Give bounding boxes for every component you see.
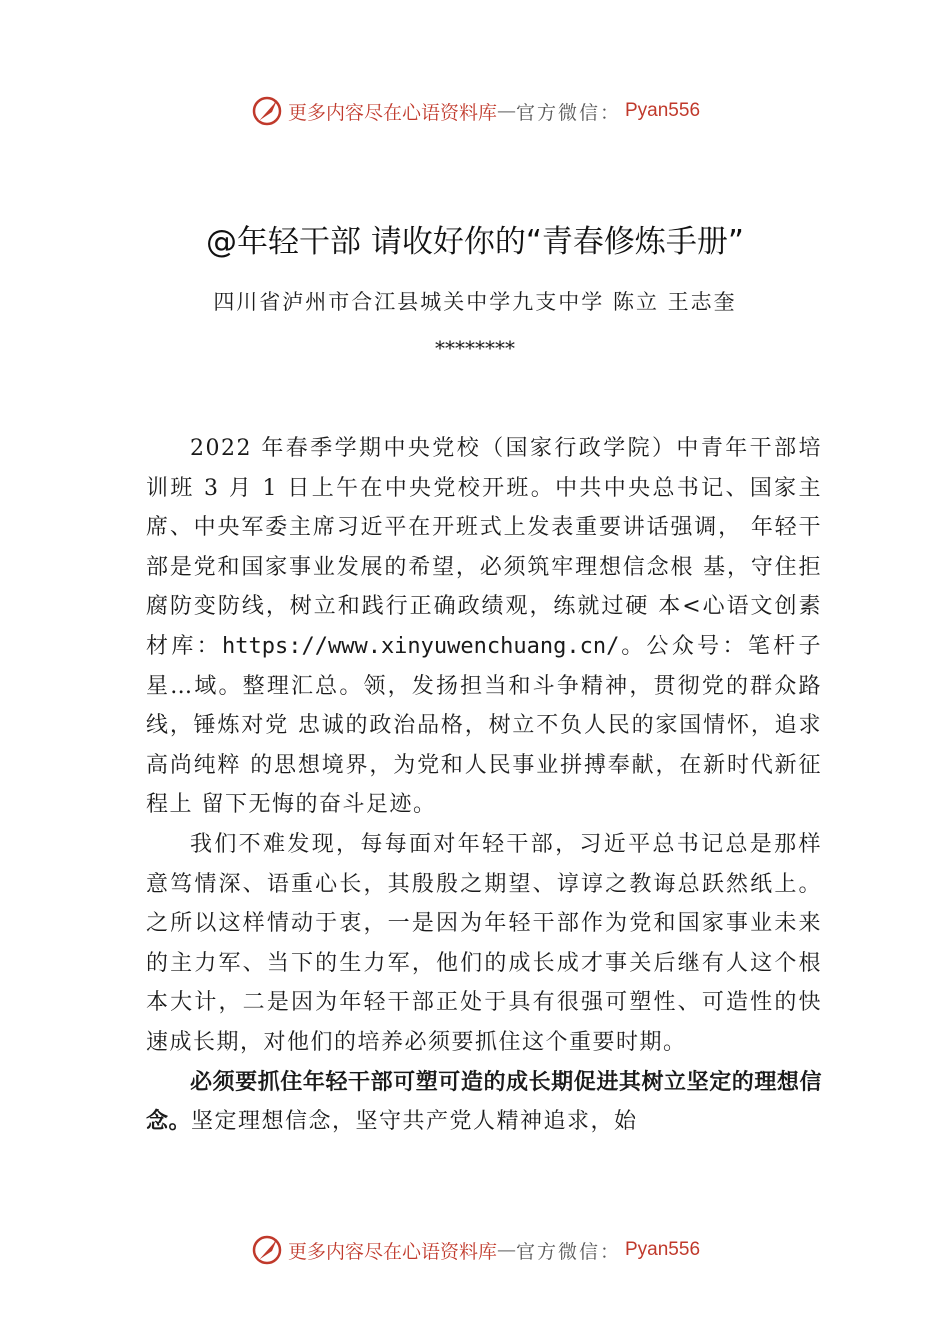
source-link[interactable]: https://www.xinyuwenchuang.cn/ [222, 633, 620, 659]
banner-wechat-label: 官方微信： [515, 101, 621, 124]
paragraph-text: 。公众号：笔杆子星…域。整理汇总。领，发扬担当和斗争精神，贯彻党的群众路线，锤炼对党 忠诚的政治品格，树立不负人民的家国情怀，追求高尚纯粹 的思想境界，为党和人民事业拼搏奉献，在新时代新征程上 留下无悔的奋斗足迹。 [146, 633, 822, 818]
separator: ******** [435, 336, 515, 360]
paragraph-heading: 必须要抓住年轻干部可塑可造的成长期促进其树立坚定的理想信念。 [146, 1069, 822, 1135]
paragraph-text: 2022 年春季学期中央党校（国家行政学院）中青年干部培训班 3 月 1 日上午在中央党校开班。中共中央总书记、国家主席、中央军委主席习近平在开班式上发表重要讲话强调， 年轻干部是党和国家事业发展的希望，必须筑牢理想信念根 基，守住拒腐防变防线，树立和践行正确政绩观，练就过硬 本<心语文创素材库： [146, 436, 822, 659]
banner-dash: — [496, 100, 516, 122]
banner-text: 更多内容尽在心语资料库 [287, 1240, 497, 1263]
header-watermark-banner [0, 94, 950, 128]
quill-logo-icon [250, 94, 284, 128]
paragraph [146, 1063, 822, 1142]
banner-text: 更多内容尽在心语资料库 [287, 101, 497, 124]
paragraph: 我们不难发现，每每面对年轻干部，习近平总书记总是那样意笃情深、语重心长，其殷殷之期望、谆谆之教诲总跃然纸上。之所以这样情动于衷，一是因为年轻干部作为党和国家事业未来的主力军、当下的生力军，他们的成长成才事关后继有人这个根本大计，二是因为年轻干部正处于具有很强可塑性、可造性的快速成长期，对他们的培养必须要抓住这个重要时期。 [146, 831, 822, 1055]
document-title: @年轻干部 请收好你的“青春修炼手册” [206, 224, 744, 260]
footer-watermark-banner [0, 1233, 950, 1267]
paragraph [146, 429, 822, 825]
banner-wechat-id: Pyan556 [625, 100, 701, 121]
banner-dash: — [496, 1239, 516, 1261]
paragraph-text: 坚定理想信念，坚守共产党人精神追求，始 [191, 1109, 638, 1135]
document-body [146, 429, 822, 1142]
quill-logo-icon [250, 1233, 284, 1267]
banner-wechat-id: Pyan556 [625, 1239, 701, 1260]
document-author: 四川省泸州市合江县城关中学九支中学 陈立 王志奎 [213, 290, 737, 314]
banner-wechat-label: 官方微信： [515, 1240, 621, 1263]
